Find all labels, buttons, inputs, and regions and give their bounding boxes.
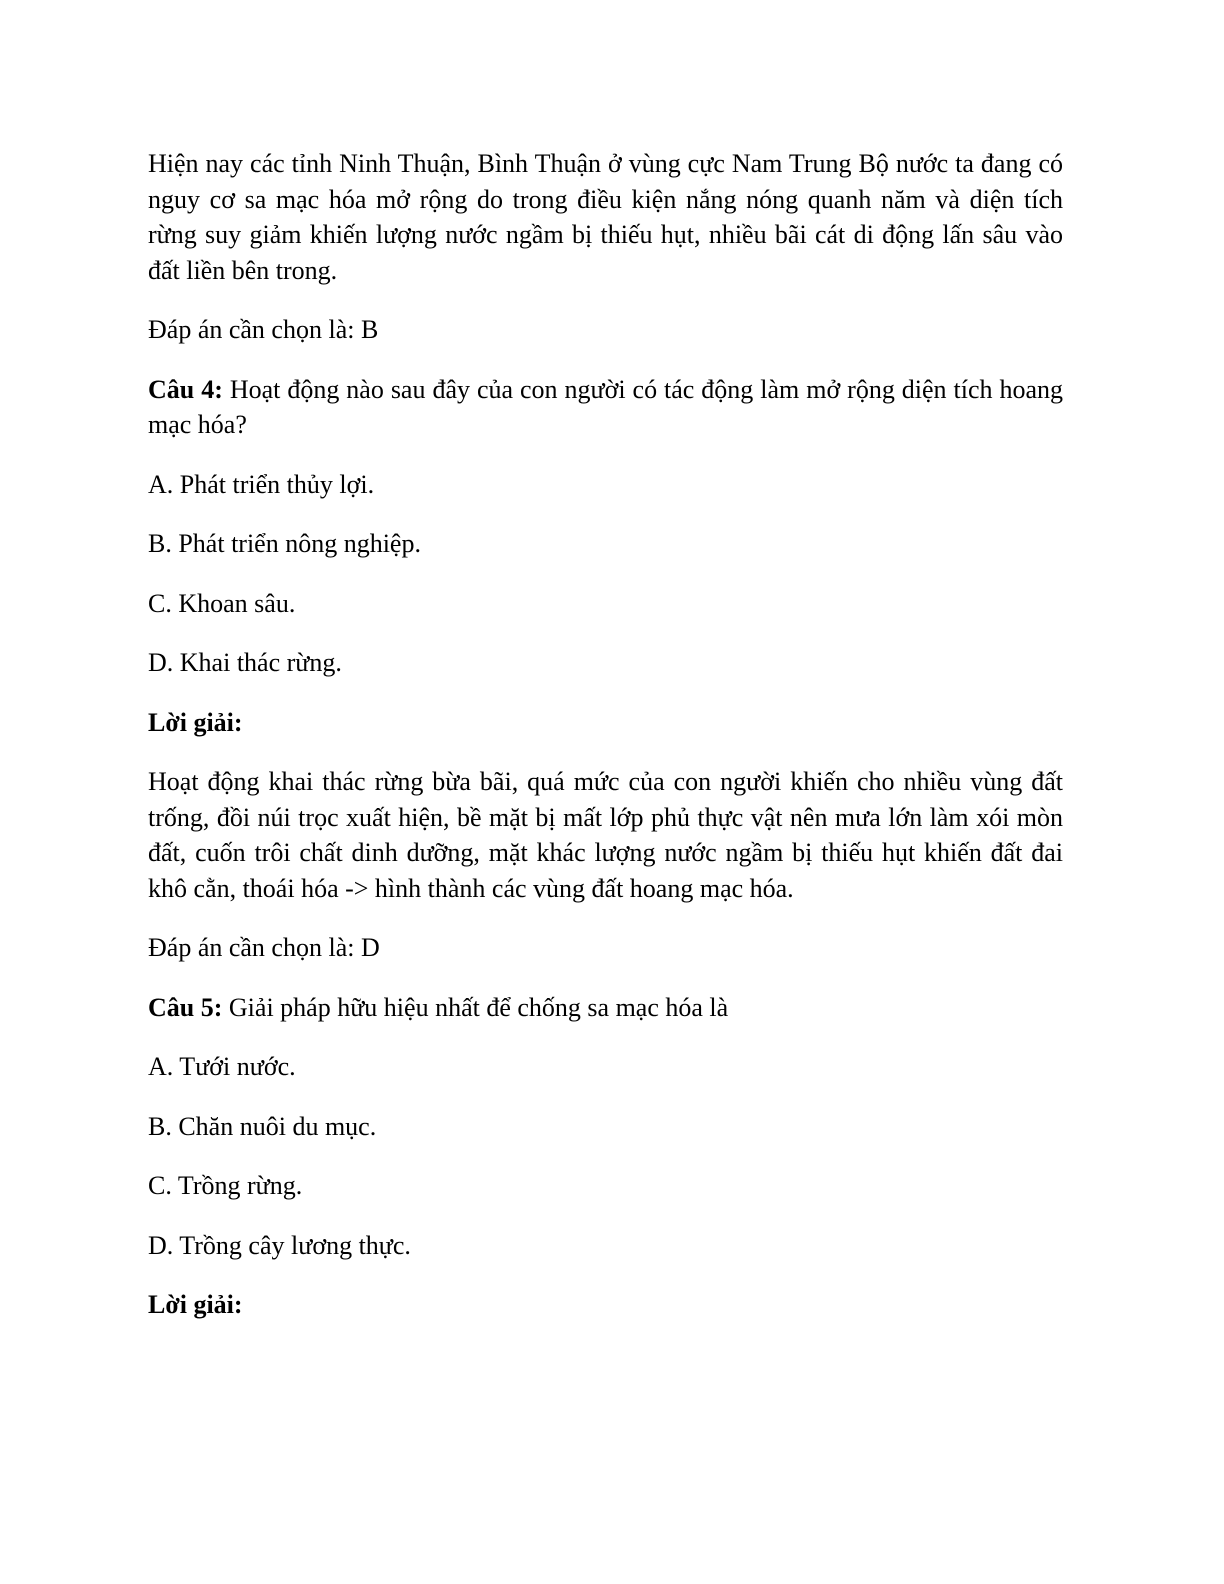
question-4 xyxy=(148,372,1063,443)
question-4-label: Câu 4: xyxy=(148,374,223,404)
question-4-option-d: D. Khai thác rừng. xyxy=(148,648,342,677)
question-5-solution-label: Lời giải: xyxy=(148,1290,243,1319)
intro-answer: Đáp án cần chọn là: B xyxy=(148,315,379,344)
question-4-option-c: C. Khoan sâu. xyxy=(148,588,296,618)
question-4-answer: Đáp án cần chọn là: D xyxy=(148,933,380,962)
question-4-text: Hoạt động nào sau đây của con người có tác động làm mở rộng diện tích hoang mạc hóa? xyxy=(148,374,1064,439)
intro-paragraph: Hiện nay các tỉnh Ninh Thuận, Bình Thuận ở vùng cực Nam Trung Bộ nước ta đang có nguy cơ sa mạc hóa mở rộng do trong điều kiện nắng nóng quanh năm và diện tích rừng suy giảm khiến lượng nước ngầm bị thiếu hụt, nhiều bãi cát di động lấn sâu vào đất liền bên trong. xyxy=(148,149,1063,285)
question-4-option-a: A. Phát triển thủy lợi. xyxy=(148,469,375,499)
question-4-option-b: B. Phát triển nông nghiệp. xyxy=(148,529,421,558)
question-5 xyxy=(148,990,1063,1026)
question-5-option-c: C. Trồng rừng. xyxy=(148,1171,303,1200)
question-5-text: Giải pháp hữu hiệu nhất để chống sa mạc hóa là xyxy=(222,992,729,1022)
question-4-solution-text: Hoạt động khai thác rừng bừa bãi, quá mức của con người khiến cho nhiều vùng đất trống, đồi núi trọc xuất hiện, bề mặt bị mất lớp phủ thực vật nên mưa lớn làm xói mòn đất, cuốn trôi chất dinh dưỡng, mặt khác lượng nước ngầm bị thiếu hụt khiến đất đai khô cằn, thoái hóa -> hình thành các vùng đất hoang mạc hóa. xyxy=(148,767,1063,903)
question-5-option-a: A. Tưới nước. xyxy=(148,1052,296,1081)
question-5-option-b: B. Chăn nuôi du mục. xyxy=(148,1111,377,1141)
question-5-option-d: D. Trồng cây lương thực. xyxy=(148,1230,411,1260)
question-4-solution-label: Lời giải: xyxy=(148,707,243,737)
document-page xyxy=(148,146,1063,1347)
question-5-label: Câu 5: xyxy=(148,992,223,1022)
